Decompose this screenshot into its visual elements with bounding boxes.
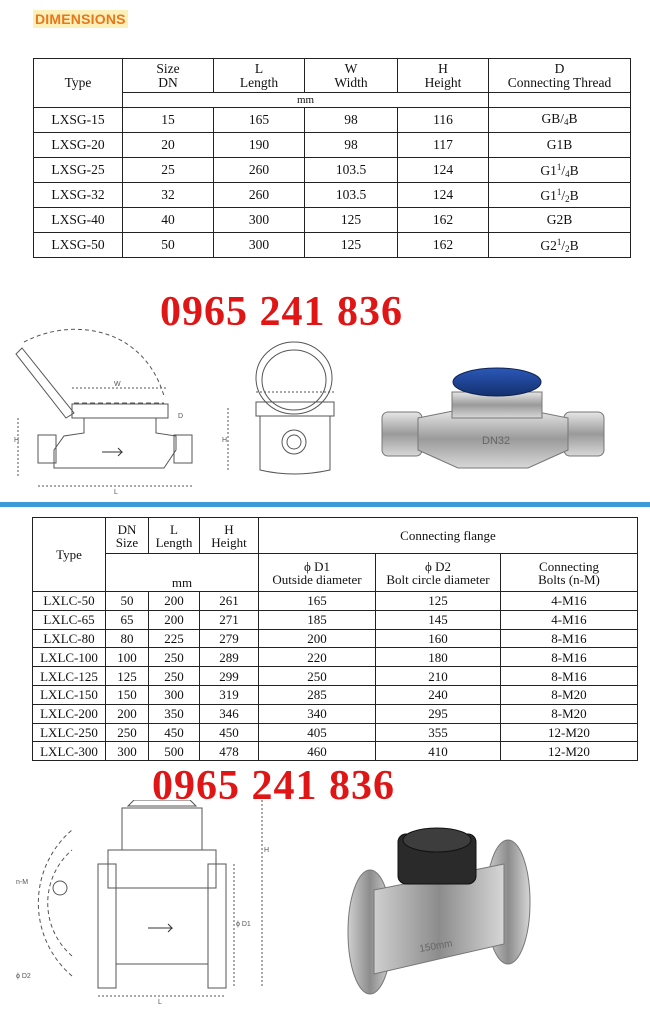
cell-height: 478	[200, 742, 259, 761]
table-row	[33, 667, 638, 686]
inlet-threaded-end	[382, 412, 422, 456]
flanged-meter-photo	[340, 820, 540, 1006]
label-h-flanged: H	[264, 847, 270, 854]
header-length: L Length	[214, 59, 305, 93]
cell-bolts: 12-M20	[501, 742, 638, 761]
phone-number-1: 0965 241 836	[160, 289, 403, 335]
cell-type: LXLC-150	[33, 685, 106, 704]
table-row	[33, 723, 638, 742]
cell-outside-diameter: 340	[259, 704, 376, 723]
cell-length: 200	[149, 592, 200, 611]
cell-height: 289	[200, 648, 259, 667]
cell-dn: 20	[123, 133, 214, 158]
cell-dn: 25	[123, 158, 214, 183]
inlet-flange	[98, 864, 116, 988]
unit-blank	[489, 93, 631, 108]
cell-bolts: 8-M16	[501, 648, 638, 667]
meter-lid	[16, 348, 74, 418]
photo-size-marking: 150mm	[418, 938, 454, 955]
cell-length: 225	[149, 629, 200, 648]
cell-dn: 100	[106, 648, 149, 667]
cell-height: 116	[398, 108, 489, 133]
cell-bolts: 4-M16	[501, 610, 638, 629]
cell-outside-diameter: 460	[259, 742, 376, 761]
phone-number-2: 0965 241 836	[152, 763, 395, 809]
cell-outside-diameter: 405	[259, 723, 376, 742]
cell-bolts: 8-M20	[501, 704, 638, 723]
cell-bolts: 8-M20	[501, 685, 638, 704]
threaded-meter-dimensions-table	[33, 58, 631, 258]
table-row	[34, 108, 631, 133]
cell-length: 350	[149, 704, 200, 723]
cell-bolts: 4-M16	[501, 592, 638, 611]
label-d1: ϕ D1	[236, 921, 251, 928]
cell-thread: G2B	[489, 208, 631, 233]
header-outside-diameter: ϕ D1 Outside diameter	[259, 554, 376, 592]
cell-height: 124	[398, 183, 489, 208]
table-row	[34, 233, 631, 258]
meter-body-front	[260, 416, 330, 474]
flow-arrow-icon	[102, 448, 122, 456]
cell-outside-diameter: 200	[259, 629, 376, 648]
cell-dn: 32	[123, 183, 214, 208]
table-row	[33, 610, 638, 629]
cell-type: LXSG-40	[34, 208, 123, 233]
cell-thread: $GB/_4B$	[489, 108, 631, 133]
cell-dn: 50	[123, 233, 214, 258]
cell-type: LXSG-15	[34, 108, 123, 133]
table-row	[34, 133, 631, 158]
cell-bolt-circle: 145	[376, 610, 501, 629]
cell-dn: 250	[106, 723, 149, 742]
cell-type: LXLC-125	[33, 667, 106, 686]
label-l: L	[114, 489, 118, 496]
cell-length: 200	[149, 610, 200, 629]
cell-type: LXLC-250	[33, 723, 106, 742]
unit-mm: mm	[123, 93, 489, 108]
cell-height: 271	[200, 610, 259, 629]
table-row	[34, 183, 631, 208]
cell-bolt-circle: 240	[376, 685, 501, 704]
flanged-meter-dimensions-table	[32, 517, 638, 761]
section-divider	[0, 502, 650, 507]
lid-swing-arc	[24, 329, 164, 396]
table-row	[33, 685, 638, 704]
meter-lid-open	[256, 342, 332, 414]
cell-thread: G1B	[489, 133, 631, 158]
cell-dn: 50	[106, 592, 149, 611]
cell-length: 250	[149, 667, 200, 686]
cell-type: LXLC-100	[33, 648, 106, 667]
table-row	[33, 629, 638, 648]
label-d2: ϕ D2	[16, 973, 31, 980]
cell-width: 98	[305, 133, 398, 158]
cell-dn: 40	[123, 208, 214, 233]
label-h: H	[14, 437, 20, 444]
cell-bolt-circle: 160	[376, 629, 501, 648]
cell-width: 103.5	[305, 183, 398, 208]
blue-lid	[453, 368, 541, 396]
cell-height: 162	[398, 233, 489, 258]
label-d: D	[178, 413, 184, 420]
cell-thread: $G2^1/_2B$	[489, 233, 631, 258]
header-height: H Height	[200, 518, 259, 554]
cell-type: LXSG-20	[34, 133, 123, 158]
meter-body	[54, 418, 176, 468]
cell-type: LXLC-80	[33, 629, 106, 648]
table-row	[33, 742, 638, 761]
cell-width: 125	[305, 233, 398, 258]
cell-height: 162	[398, 208, 489, 233]
table-row	[33, 648, 638, 667]
cell-bolts: 12-M20	[501, 723, 638, 742]
cell-outside-diameter: 285	[259, 685, 376, 704]
cell-length: 450	[149, 723, 200, 742]
cell-type: LXLC-300	[33, 742, 106, 761]
unit-mm: mm	[106, 554, 259, 592]
cell-bolts: 8-M16	[501, 629, 638, 648]
cell-height: 450	[200, 723, 259, 742]
cell-type: LXLC-200	[33, 704, 106, 723]
cell-thread: $G1^1/_2B$	[489, 183, 631, 208]
cell-bolt-circle: 180	[376, 648, 501, 667]
cell-width: 98	[305, 108, 398, 133]
header-height: H Height	[398, 59, 489, 93]
cell-type: LXSG-50	[34, 233, 123, 258]
header-dn-size: DN Size	[106, 518, 149, 554]
cell-bolt-circle: 295	[376, 704, 501, 723]
cell-outside-diameter: 185	[259, 610, 376, 629]
cell-outside-diameter: 165	[259, 592, 376, 611]
cell-height: 124	[398, 158, 489, 183]
flanged-meter-drawing	[12, 800, 284, 1006]
table-row	[33, 592, 638, 611]
label-w: W	[114, 381, 121, 388]
cell-type: LXLC-50	[33, 592, 106, 611]
header-connecting-thread: D Connecting Thread	[489, 59, 631, 93]
cell-dn: 80	[106, 629, 149, 648]
cell-length: 165	[214, 108, 305, 133]
cell-dn: 15	[123, 108, 214, 133]
pipe-opening	[282, 430, 306, 454]
dimensions-heading: DIMENSIONS	[35, 11, 126, 27]
label-h-front: H	[222, 437, 228, 444]
header-length: L Length	[149, 518, 200, 554]
header-width: W Width	[305, 59, 398, 93]
cell-type: LXSG-32	[34, 183, 123, 208]
header-size: Size DN	[123, 59, 214, 93]
threaded-meter-front-drawing	[222, 330, 352, 480]
cell-length: 300	[149, 685, 200, 704]
flow-arrow-icon	[148, 924, 172, 932]
cell-dn: 200	[106, 704, 149, 723]
flanged-register-top	[122, 808, 202, 850]
cell-length: 260	[214, 183, 305, 208]
cell-dn: 300	[106, 742, 149, 761]
cell-dn: 65	[106, 610, 149, 629]
label-n-m: n-M	[16, 879, 29, 886]
header-type: Type	[33, 518, 106, 592]
header-bolt-circle-diameter: ϕ D2 Bolt circle diameter	[376, 554, 501, 592]
cell-height: 299	[200, 667, 259, 686]
cell-height: 346	[200, 704, 259, 723]
header-type: Type	[34, 59, 123, 108]
flanged-register-housing	[108, 850, 216, 888]
cell-height: 279	[200, 629, 259, 648]
cell-bolts: 8-M16	[501, 667, 638, 686]
table-row	[34, 158, 631, 183]
header-connecting-flange: Connecting flange	[259, 518, 638, 554]
cell-length: 190	[214, 133, 305, 158]
photo-dn-marking: DN32	[482, 435, 511, 447]
cell-height: 319	[200, 685, 259, 704]
outlet-thread	[174, 435, 192, 463]
label-l-flanged: L	[158, 999, 162, 1006]
threaded-meter-photo	[378, 362, 608, 482]
cell-bolt-circle: 410	[376, 742, 501, 761]
cell-thread: $G1^1/_4B$	[489, 158, 631, 183]
cell-dn: 150	[106, 685, 149, 704]
inlet-thread	[38, 435, 56, 463]
cell-length: 500	[149, 742, 200, 761]
cell-height: 261	[200, 592, 259, 611]
header-connecting-bolts: Connecting Bolts (n-M)	[501, 554, 638, 592]
cell-width: 103.5	[305, 158, 398, 183]
threaded-meter-side-drawing	[14, 318, 214, 496]
cell-bolt-circle: 355	[376, 723, 501, 742]
bolt-hole	[53, 881, 67, 895]
cell-type: LXSG-25	[34, 158, 123, 183]
table-row	[34, 208, 631, 233]
cell-dn: 125	[106, 667, 149, 686]
meter-register-housing	[72, 404, 168, 418]
cell-type: LXLC-65	[33, 610, 106, 629]
cell-length: 300	[214, 233, 305, 258]
cell-bolt-circle: 125	[376, 592, 501, 611]
table-row	[33, 704, 638, 723]
cell-bolt-circle: 210	[376, 667, 501, 686]
cell-length: 260	[214, 158, 305, 183]
cell-length: 300	[214, 208, 305, 233]
flange-outer-circle	[38, 830, 72, 976]
cell-length: 250	[149, 648, 200, 667]
outlet-threaded-end	[564, 412, 604, 456]
cell-outside-diameter: 220	[259, 648, 376, 667]
cell-width: 125	[305, 208, 398, 233]
cell-outside-diameter: 250	[259, 667, 376, 686]
cell-height: 117	[398, 133, 489, 158]
outlet-flange	[208, 864, 226, 988]
flanged-pipe-body	[116, 888, 208, 964]
bolt-circle	[48, 850, 72, 956]
